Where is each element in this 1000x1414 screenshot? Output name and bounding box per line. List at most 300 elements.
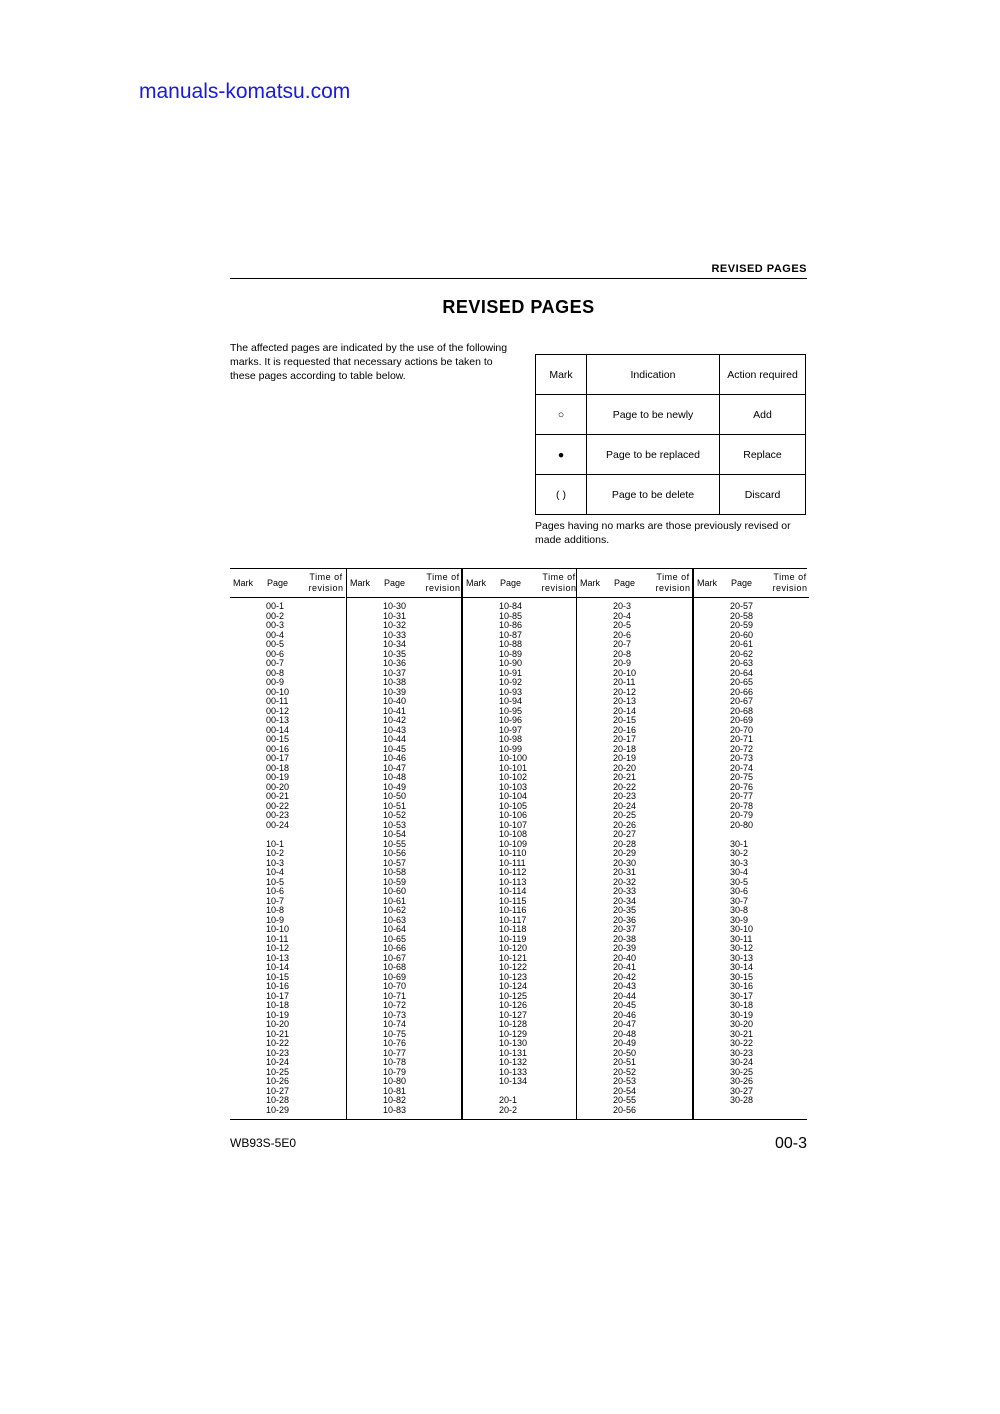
page-entry: 00-7 [266,658,285,668]
page-entry: 20-25 [613,810,637,820]
page-entry: 10-2 [266,848,285,858]
page-entry: 20-69 [730,715,754,725]
page-entry: 10-123 [499,971,528,982]
page-entry: 30-6 [730,886,749,896]
page-entry: 10-79 [383,1066,407,1077]
page-entry: 00-6 [266,648,285,659]
legend-action: Add [720,395,806,435]
page-entry: 20-61 [730,639,754,649]
page-entry: 10-31 [383,610,407,621]
page-entry: 20-79 [730,810,754,820]
page-entry: 10-34 [383,639,407,649]
page-title: REVISED PAGES [442,297,595,317]
page-entry: 30-10 [730,924,754,934]
page-entry: 10-106 [499,810,528,820]
page-entry: 10-125 [499,990,528,1001]
page-entry: 20-22 [613,781,637,792]
page-entry: 10-17 [266,990,290,1001]
header-mark: Mark [350,578,370,588]
page-entry: 20-73 [730,753,754,763]
header-time-of-revision: Time of revision [308,572,344,593]
page-entry: 20-55 [613,1095,637,1105]
page-entry: 00-14 [266,724,290,735]
column-group [346,569,462,1119]
legend-indication: Page to be replaced [587,435,720,475]
header-mark: Mark [580,578,600,588]
page-entry: 20-30 [613,857,637,868]
page-entry: 10-23 [266,1047,290,1058]
page-entry: 00-17 [266,753,290,763]
page-entry: 10-46 [383,753,407,763]
page-entry: 10-37 [383,667,407,678]
page-entry: 10-60 [383,886,407,896]
page-entry: 10-39 [383,686,407,697]
page-entry: 10-25 [266,1066,290,1077]
page-entry: 00-3 [266,620,285,630]
page-entry: 10-112 [499,867,527,877]
page-entry: 00-8 [266,667,285,678]
page-entry: 20-32 [613,876,637,887]
page-entry: 30-28 [730,1095,754,1105]
page-entry: 10-54 [383,829,407,839]
page-entry: 20-80 [730,819,754,830]
header-time-of-revision: Time of revision [655,572,691,593]
header-mark: Mark [697,578,717,588]
intro-text: The affected pages are indicated by the use of the following marks. It is requested that necessary actions be taken to these pages according to table below. [230,342,508,382]
header-page: Page [614,578,636,588]
page-entry: 10-81 [383,1085,407,1096]
page-entry: 10-62 [383,905,407,915]
page-entry: 10-97 [499,724,523,735]
page-entry: 10-113 [499,876,527,887]
page-entry: 20-28 [613,838,637,849]
page-entry: 10-130 [499,1038,528,1048]
page-entry: 00-18 [266,762,290,773]
page-entry: 10-47 [383,762,407,773]
page-entry: 10-91 [499,667,523,678]
page-entry: 10-126 [499,1000,528,1010]
page-entry: 10-30 [383,601,407,611]
page-entry: 10-3 [266,857,285,868]
page-entry: 10-134 [499,1076,528,1086]
column-header [694,569,809,598]
page-entry: 20-44 [613,990,637,1001]
legend-mark-open-circle: ○ [536,395,587,435]
page-entry: 20-53 [613,1076,637,1086]
page-entry: 20-64 [730,667,754,678]
page-entry: 20-56 [613,1104,637,1115]
page-entry: 10-51 [383,800,407,811]
page-entry: 20-15 [613,715,637,725]
page-entry: 30-17 [730,990,754,1001]
page-entry: 00-5 [266,639,285,649]
page-entry: 00-19 [266,772,290,782]
page-entry: 10-56 [383,848,407,858]
page-entry: 10-124 [499,981,528,991]
page-entry: 20-8 [613,648,632,659]
page-entry: 10-38 [383,677,407,687]
page-entry: 00-10 [266,686,290,697]
page-entry: 30-16 [730,981,754,991]
page-entry: 10-86 [499,620,523,630]
legend-mark-parentheses: ( ) [536,475,587,515]
page-entry: 20-51 [613,1057,637,1067]
page-entry: 30-19 [730,1009,754,1020]
page-entry: 20-4 [613,610,632,621]
page-entry: 20-10 [613,667,637,678]
page-entry: 10-95 [499,705,523,716]
page-entry: 10-59 [383,876,407,887]
legend-note: Pages having no marks are those previously revised or made additions. [535,520,791,546]
page-entry: 20-16 [613,724,637,735]
page-entry: 20-62 [730,648,754,659]
page-list [499,602,527,1115]
page-entry: 30-9 [730,914,749,925]
page-entry: 10-26 [266,1076,290,1086]
page-entry: 10-4 [266,867,285,877]
page-entry: 30-1 [730,838,749,849]
page-entry: 10-29 [266,1104,290,1115]
page-entry: 20-49 [613,1038,637,1048]
page-entry: 20-67 [730,696,754,706]
page-entry: 10-19 [266,1009,290,1020]
column-header [347,569,462,598]
page-entry: 30-24 [730,1057,754,1067]
page-entry: 10-65 [383,933,407,944]
page-entry: 10-8 [266,905,285,915]
page-entry: 10-131 [499,1047,528,1058]
page-entry: 10-61 [383,895,407,906]
page-entry: 10-94 [499,696,523,706]
page-entry: 10-83 [383,1104,407,1115]
page-entry: 20-23 [613,791,637,801]
page-entry: 10-85 [499,610,523,621]
legend-indication: Page to be newly [587,395,720,435]
page-entry: 10-43 [383,724,407,735]
page-entry: 10-99 [499,743,523,754]
page-entry: 20-59 [730,620,754,630]
page-entry: 20-35 [613,905,637,915]
page-entry: 10-76 [383,1038,407,1048]
page-entry: 20-39 [613,943,637,953]
page-entry: 20-52 [613,1066,637,1077]
page-entry: 10-50 [383,791,407,801]
page-entry: 10-12 [266,943,290,953]
page-entry: 10-74 [383,1019,407,1029]
page-entry: 20-12 [613,686,637,697]
page-entry: 10-110 [499,848,527,858]
page-entry: 20-50 [613,1047,637,1058]
page-entry: 10-117 [499,914,527,925]
page-entry: 10-122 [499,962,528,972]
page-entry: 10-103 [499,781,528,792]
page-entry: 30-18 [730,1000,754,1010]
page-entry: 10-9 [266,914,285,925]
page-entry: 20-66 [730,686,754,697]
page-entry: 00-23 [266,810,290,820]
running-header: REVISED PAGES [711,263,807,275]
page-entry: 20-58 [730,610,754,621]
page-entry: 20-76 [730,781,754,792]
page-entry: 10-55 [383,838,407,849]
column-header [577,569,692,598]
page-entry: 10-77 [383,1047,407,1058]
page-entry: 10-58 [383,867,407,877]
page-entry: 20-17 [613,734,637,744]
page-entry: 00-21 [266,791,290,801]
page-entry: 20-40 [613,952,637,963]
page-entry: 10-5 [266,876,285,887]
page-entry: 30-20 [730,1019,754,1029]
header-page: Page [731,578,753,588]
page-entry: 10-96 [499,715,523,725]
page-entry: 00-20 [266,781,290,792]
page-entry: 20-11 [613,677,636,687]
page-entry: 10-67 [383,952,407,963]
page-entry: 10-120 [499,943,528,953]
column-header [463,569,578,598]
page-entry: 10-70 [383,981,407,991]
model-code: WB93S-5E0 [230,1136,297,1150]
page-entry: 10-105 [499,800,528,811]
page-entry: 20-14 [613,705,637,716]
page-entry: 20-43 [613,981,637,991]
page-entry: 30-27 [730,1085,754,1096]
page-entry: 10-73 [383,1009,407,1020]
page-entry: 00-9 [266,677,285,687]
page-entry: 20-47 [613,1019,637,1029]
page-entry: 20-5 [613,620,632,630]
page-entry: 10-63 [383,914,407,925]
page-entry: 00-2 [266,610,285,621]
page-entry: 10-100 [499,753,528,763]
page-entry: 10-48 [383,772,407,782]
page-entry: 10-121 [499,952,528,963]
page-entry: 10-36 [383,658,407,668]
page-entry: 30-8 [730,905,749,915]
page-entry: 30-3 [730,857,749,868]
page-entry: 10-52 [383,810,407,820]
page-entry: 10-33 [383,629,407,640]
page-entry: 10-128 [499,1019,528,1029]
page-entry: 00-22 [266,800,290,811]
column-group [692,569,809,1119]
page-entry: 10-80 [383,1076,407,1086]
revised-pages-table [230,568,807,1120]
page-entry: 10-114 [499,886,527,896]
page-entry: 30-11 [730,933,753,944]
page-entry: 10-53 [383,819,407,830]
page-entry: 20-9 [613,658,632,668]
page-entry: 20-71 [730,734,754,744]
page-entry: 10-18 [266,1000,290,1010]
page-entry: 10-42 [383,715,407,725]
header-time-of-revision: Time of revision [772,572,808,593]
page-entry: 10-7 [266,895,285,906]
page-entry: 10-32 [383,620,407,630]
page-entry: 10-64 [383,924,407,934]
legend-action: Replace [720,435,806,475]
page-entry: 10-22 [266,1038,290,1048]
page-entry: 20-1 [499,1095,518,1105]
page-entry: 20-24 [613,800,637,811]
page-entry: 20-36 [613,914,637,925]
page-entry: 10-24 [266,1057,290,1067]
page-entry: 10-16 [266,981,290,991]
page-entry: 10-13 [266,952,290,963]
legend-mark-filled-circle: ● [536,435,587,475]
page-entry: 10-84 [499,601,523,611]
page-entry: 10-111 [499,857,526,868]
page-entry: 10-87 [499,629,523,640]
page-entry: 10-41 [383,705,407,716]
page-entry: 10-49 [383,781,407,792]
legend-action: Discard [720,475,806,515]
page-entry: 10-75 [383,1028,407,1039]
page-entry: 10-119 [499,933,527,944]
page-entry: 30-22 [730,1038,754,1048]
page-entry: 10-89 [499,648,523,659]
page-entry: 10-104 [499,791,528,801]
page-entry: 20-54 [613,1085,637,1096]
page-entry: 20-68 [730,705,754,716]
page-entry: 20-75 [730,772,754,782]
page-entry: 10-66 [383,943,407,953]
page-entry: 20-26 [613,819,637,830]
page-entry: 20-31 [613,867,637,877]
page-entry: 10-69 [383,971,407,982]
page-entry: 10-82 [383,1095,407,1105]
page-entry: 20-41 [613,962,637,972]
page-entry: 10-35 [383,648,407,659]
page-entry: 00-11 [266,696,289,706]
page-entry: 10-98 [499,734,523,744]
page-entry: 30-26 [730,1076,754,1086]
header-page: Page [384,578,406,588]
page-entry: 20-63 [730,658,754,668]
legend-header-mark: Mark [536,355,587,395]
page-entry: 30-2 [730,848,749,858]
page-entry: 10-68 [383,962,407,972]
page-entry: 10-11 [266,933,289,944]
page-entry: 10-28 [266,1095,290,1105]
page-entry: 10-14 [266,962,290,972]
page-entry: 30-12 [730,943,754,953]
page-entry: 10-133 [499,1066,528,1077]
page-entry: 10-108 [499,829,528,839]
page-entry: 10-71 [383,990,407,1001]
page-entry: 20-21 [613,772,637,782]
page-entry: 20-42 [613,971,637,982]
page-entry: 00-24 [266,819,290,830]
page-entry: 20-2 [499,1104,518,1115]
page-entry: 00-15 [266,734,290,744]
page-entry: 30-23 [730,1047,754,1058]
header-rule [230,278,807,279]
page-entry: 30-15 [730,971,754,982]
page-entry: 10-72 [383,1000,407,1010]
page-entry: 10-27 [266,1085,290,1096]
page-number: 00-3 [774,1135,807,1152]
page-entry: 00-1 [266,601,285,611]
page-entry: 30-21 [730,1028,754,1039]
page-entry: 20-78 [730,800,754,811]
page-entry: 00-16 [266,743,290,754]
page-entry: 10-116 [499,905,527,915]
header-mark: Mark [233,578,253,588]
legend-indication: Page to be delete [587,475,720,515]
page-entry: 20-46 [613,1009,637,1020]
page-entry: 10-92 [499,677,523,687]
page-entry: 20-77 [730,791,754,801]
page-entry: 10-10 [266,924,290,934]
page-entry: 10-78 [383,1057,407,1067]
page-list [383,602,406,1115]
column-header [230,569,345,598]
page-entry: 10-132 [499,1057,528,1067]
page-entry: 20-3 [613,601,632,611]
page-entry: 30-13 [730,952,754,963]
page-entry: 20-6 [613,629,632,640]
legend-table [535,354,806,515]
page-entry: 20-37 [613,924,637,934]
page-entry: 20-72 [730,743,754,754]
page-entry: 10-45 [383,743,407,754]
column-group [230,569,345,1119]
page-entry: 10-109 [499,838,528,849]
page-entry: 10-44 [383,734,407,744]
page-entry: 20-19 [613,753,637,763]
page-entry: 00-12 [266,705,290,716]
page-entry: 20-13 [613,696,637,706]
page-entry: 00-4 [266,629,285,640]
column-group [461,569,578,1119]
page-entry: 20-33 [613,886,637,896]
page-entry: 20-60 [730,629,754,640]
page-entry: 20-65 [730,677,754,687]
page-entry: 20-57 [730,601,754,611]
page-entry: 10-6 [266,886,285,896]
page-entry: 10-93 [499,686,523,697]
header-mark: Mark [466,578,486,588]
header-page: Page [500,578,522,588]
column-group [576,569,692,1119]
page-entry: 20-7 [613,639,632,649]
page-entry: 10-107 [499,819,528,830]
page-entry: 10-40 [383,696,407,706]
page-entry: 10-129 [499,1028,528,1039]
page-entry: 20-45 [613,1000,637,1010]
page-entry: 10-21 [266,1028,290,1039]
page-entry: 10-20 [266,1019,290,1029]
header-time-of-revision: Time of revision [425,572,461,593]
page-list [730,602,753,1106]
header-page: Page [267,578,289,588]
page-entry: 20-34 [613,895,637,906]
page-entry: 30-4 [730,867,749,877]
page-entry: 30-7 [730,895,749,906]
page-list [266,602,289,1115]
page-entry: 10-118 [499,924,527,934]
page-entry: 20-27 [613,829,637,839]
page-entry: 30-5 [730,876,749,887]
page-entry: 10-101 [499,762,528,773]
page-entry: 10-115 [499,895,527,906]
legend-header-action: Action required [720,355,806,395]
legend-header-indication: Indication [587,355,720,395]
watermark-link[interactable]: manuals-komatsu.com [139,80,351,103]
page-entry: 20-48 [613,1028,637,1039]
